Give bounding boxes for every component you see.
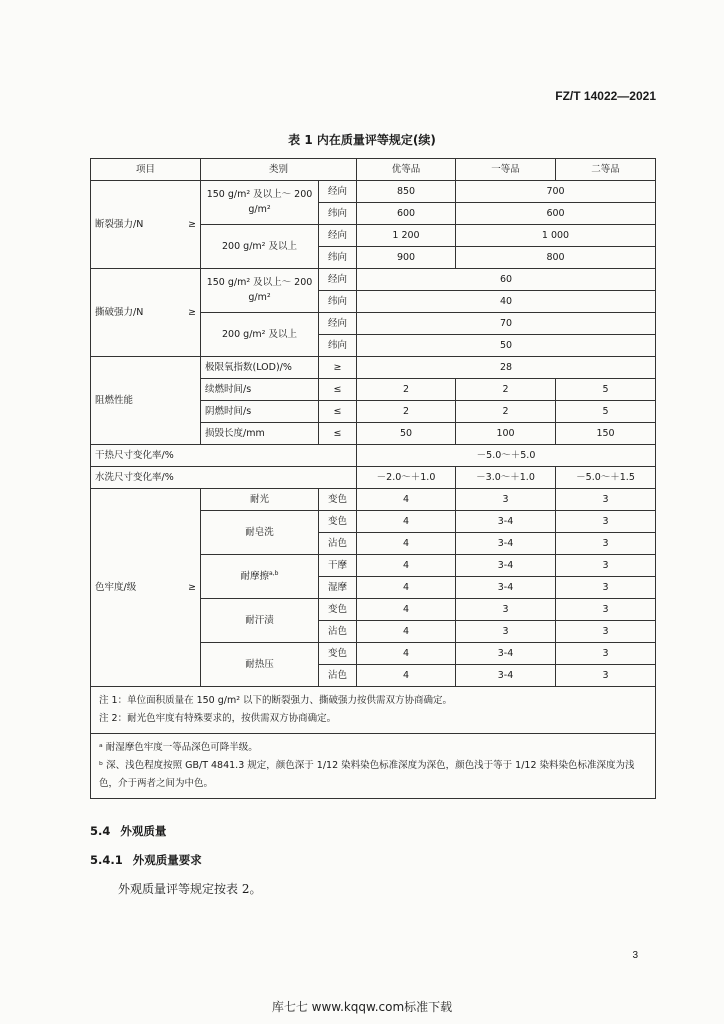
table-cell: 100 — [456, 423, 556, 445]
flame-symbol: ≤ — [319, 423, 357, 445]
table-cell: 2 — [456, 379, 556, 401]
table-cell: 1 200 — [357, 225, 456, 247]
table-cell: 28 — [357, 357, 656, 379]
tearing-weight-1: 150 g/m² 及以上～ 200 g/m² — [201, 269, 319, 313]
header-first: 一等品 — [456, 159, 556, 181]
sub-item: 沾色 — [319, 665, 357, 687]
table-cell: 3-4 — [456, 555, 556, 577]
table-cell: 2 — [357, 401, 456, 423]
rub-fastness-cell — [201, 555, 319, 599]
sub-item: 变色 — [319, 511, 357, 533]
table-cell: 3-4 — [456, 533, 556, 555]
table-cell: 4 — [357, 665, 456, 687]
table-cell: 4 — [357, 599, 456, 621]
footnotes-row — [91, 734, 656, 799]
breaking-symbol: ≥ — [188, 218, 196, 230]
table-cell: 4 — [357, 511, 456, 533]
table-cell: 4 — [357, 489, 456, 511]
table-cell: 4 — [357, 643, 456, 665]
footnote-a: ᵃ 耐湿摩色牢度一等品深色可降半级。 — [99, 742, 258, 754]
table-cell: 70 — [357, 313, 656, 335]
table-cell: 4 — [357, 577, 456, 599]
flame-symbol: ≤ — [319, 401, 357, 423]
tearing-weight-2: 200 g/m² 及以上 — [201, 313, 319, 357]
table-cell: 3 — [556, 533, 656, 555]
table-cell: －5.0～＋1.5 — [556, 467, 656, 489]
table-cell: 4 — [357, 533, 456, 555]
flame-symbol: ≥ — [319, 357, 357, 379]
wash-label: 水洗尺寸变化率/% — [91, 467, 357, 489]
note-2: 注 2：耐光色牢度有特殊要求的，按供需双方协商确定。 — [99, 713, 337, 725]
sub-item: 沾色 — [319, 621, 357, 643]
direction-warp: 经向 — [319, 313, 357, 335]
table-cell: 850 — [357, 181, 456, 203]
table-cell: 3-4 — [456, 665, 556, 687]
header-category: 类别 — [201, 159, 357, 181]
light-fastness: 耐光 — [201, 489, 319, 511]
section-5-4-1 — [90, 852, 202, 868]
direction-warp: 经向 — [319, 181, 357, 203]
colorfast-label: 色牢度/级 — [95, 581, 137, 593]
direction-weft: 纬向 — [319, 203, 357, 225]
sub-item: 变色 — [319, 489, 357, 511]
table-row — [91, 445, 656, 467]
table-cell: 900 — [357, 247, 456, 269]
table-cell: 4 — [357, 555, 456, 577]
breaking-weight-1: 150 g/m² 及以上～ 200 g/m² — [201, 181, 319, 225]
section-5-4 — [90, 823, 166, 839]
direction-weft: 纬向 — [319, 335, 357, 357]
site-watermark: 库七七 www.kqqw.com标准下载 — [271, 1000, 453, 1014]
table-cell: 3-4 — [456, 511, 556, 533]
table-cell: 40 — [357, 291, 656, 313]
table-cell: 3 — [556, 621, 656, 643]
footnotes-cell — [91, 734, 656, 799]
header-item: 项目 — [91, 159, 201, 181]
sub-item: 变色 — [319, 599, 357, 621]
table-cell: 150 — [556, 423, 656, 445]
header-second: 二等品 — [556, 159, 656, 181]
table-cell: 3 — [456, 489, 556, 511]
table-cell: 700 — [456, 181, 656, 203]
soap-fastness: 耐皂洗 — [201, 511, 319, 555]
sub-item: 干摩 — [319, 555, 357, 577]
note-1: 注 1：单位面积质量在 150 g/m² 以下的断裂强力、撕破强力按供需双方协商确定。 — [99, 695, 453, 706]
direction-warp: 经向 — [319, 225, 357, 247]
table-cell: 50 — [357, 335, 656, 357]
table-cell: －5.0～＋5.0 — [357, 445, 656, 467]
colorfast-label-cell — [91, 489, 201, 687]
direction-weft: 纬向 — [319, 247, 357, 269]
table-cell: 60 — [357, 269, 656, 291]
table-cell: 3 — [556, 599, 656, 621]
flame-item: 极限氧指数(LOD)/% — [201, 357, 319, 379]
table-cell: 3 — [556, 665, 656, 687]
table-row — [91, 269, 656, 291]
table-row — [91, 181, 656, 203]
sub-item: 变色 — [319, 643, 357, 665]
breaking-weight-2: 200 g/m² 及以上 — [201, 225, 319, 269]
tearing-label: 撕破强力/N — [95, 306, 144, 318]
sub-item: 湿摩 — [319, 577, 357, 599]
flame-item: 损毁长度/mm — [201, 423, 319, 445]
body-paragraph: 外观质量评等规定按表 2。 — [118, 882, 262, 896]
rub-fastness: 耐摩擦 — [240, 571, 270, 583]
table-cell: 3-4 — [456, 643, 556, 665]
section-title: 外观质量 — [120, 824, 167, 838]
section-title: 外观质量要求 — [132, 853, 202, 867]
table-cell: 3-4 — [456, 577, 556, 599]
table-cell: 1 000 — [456, 225, 656, 247]
notes-cell — [91, 687, 656, 734]
tearing-label-cell — [91, 269, 201, 357]
section-number: 5.4.1 — [90, 853, 123, 867]
table-cell: 800 — [456, 247, 656, 269]
hot-press-fastness: 耐热压 — [201, 643, 319, 687]
table-cell: 5 — [556, 379, 656, 401]
flame-item: 阴燃时间/s — [201, 401, 319, 423]
notes-row — [91, 687, 656, 734]
table-cell: 3 — [456, 599, 556, 621]
table-cell: 5 — [556, 401, 656, 423]
breaking-label: 断裂强力/N — [95, 218, 144, 230]
footnote-b: ᵇ 深、浅色程度按照 GB/T 4841.3 规定，颜色深于 1/12 染料染色标准深度为深色，颜色浅于等于 1/12 染料染色标准深度为浅色，介于两者之间为中色。 — [99, 760, 635, 790]
table-cell: 3 — [556, 511, 656, 533]
table-cell: 600 — [357, 203, 456, 225]
dry-heat-label: 干热尺寸变化率/% — [91, 445, 357, 467]
header-premium: 优等品 — [357, 159, 456, 181]
direction-weft: 纬向 — [319, 291, 357, 313]
table-cell: 2 — [456, 401, 556, 423]
colorfast-symbol: ≥ — [188, 581, 196, 593]
table-cell: 4 — [357, 621, 456, 643]
quality-table — [90, 158, 656, 799]
table-cell: 600 — [456, 203, 656, 225]
flame-symbol: ≤ — [319, 379, 357, 401]
direction-warp: 经向 — [319, 269, 357, 291]
page-number: 3 — [632, 950, 638, 961]
table-row — [91, 489, 656, 511]
table-cell: 3 — [456, 621, 556, 643]
table-cell: 3 — [556, 643, 656, 665]
rub-footnote-ref: a,b — [269, 570, 279, 578]
table-row — [91, 467, 656, 489]
sub-item: 沾色 — [319, 533, 357, 555]
flame-label: 阻燃性能 — [91, 357, 201, 445]
section-number: 5.4 — [90, 824, 111, 838]
table-cell: 3 — [556, 555, 656, 577]
flame-item: 续燃时间/s — [201, 379, 319, 401]
table-cell: －2.0～＋1.0 — [357, 467, 456, 489]
table-cell: 3 — [556, 577, 656, 599]
table-header-row — [91, 159, 656, 181]
table-cell: －3.0～＋1.0 — [456, 467, 556, 489]
table-row — [91, 357, 656, 379]
table-cell: 50 — [357, 423, 456, 445]
tearing-symbol: ≥ — [188, 306, 196, 318]
document-code: FZ/T 14022—2021 — [555, 89, 656, 103]
sweat-fastness: 耐汗渍 — [201, 599, 319, 643]
table-cell: 2 — [357, 379, 456, 401]
breaking-label-cell — [91, 181, 201, 269]
table-cell: 3 — [556, 489, 656, 511]
table-title: 表 1 内在质量评等规定(续) — [288, 133, 436, 147]
